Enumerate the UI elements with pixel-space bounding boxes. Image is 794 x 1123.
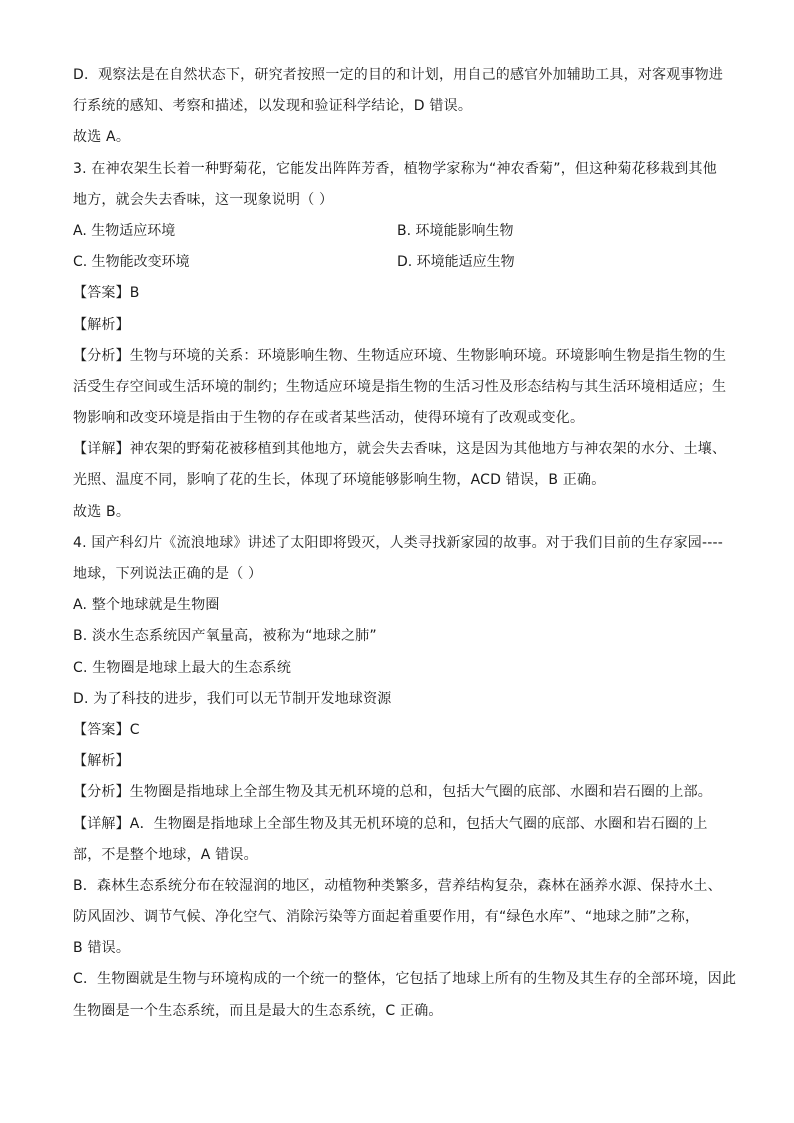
- option-c: C. 生物能改变环境: [73, 254, 190, 271]
- option-b: B. 环境能影响生物: [397, 222, 514, 239]
- analysis-label: 【解析】: [73, 316, 130, 333]
- analysis-line: C．生物圈就是生物与环境构成的一个统一的整体，它包括了地球上所有的生物及其生存的全部环境，因此: [73, 971, 737, 988]
- document-page: [73, 60, 737, 1027]
- question-3-options-row: [73, 216, 723, 247]
- option-c: C. 生物圈是地球上最大的生态系统: [73, 659, 292, 676]
- answer-label: 【答案】B: [73, 285, 140, 302]
- analysis-line: B．森林生态系统分布在较湿润的地区，动植物种类繁多，营养结构复杂，森林在涵养水源、保持水土、: [73, 877, 722, 894]
- option-d: D. 为了科技的进步，我们可以无节制开发地球资源: [73, 690, 392, 707]
- analysis-line: 部，不是整个地球，A 错误。: [73, 846, 258, 863]
- analysis-line: 活受生存空间或生活环境的制约；生物适应环境是指生物的生活习性及形态结构与其生活环境相适应；生: [73, 378, 727, 395]
- analysis-line: 【详解】神农架的野菊花被移植到其他地方，就会失去香味，这是因为其他地方与神农架的水分、土壤、: [73, 441, 727, 458]
- analysis-line: 生物圈是一个生态系统，而且是最大的生态系统，C 正确。: [73, 1002, 443, 1019]
- answer-label: 【答案】C: [73, 721, 140, 738]
- text-line: 故选 A。: [73, 129, 131, 146]
- analysis-line: B 错误。: [73, 940, 131, 957]
- question-3-stem: 3. 在神农架生长着一种野菊花，它能发出阵阵芳香，植物学家称为“神农香菊”，但这种菊花移栽到其他: [73, 160, 717, 177]
- analysis-line: 【分析】生物与环境的关系：环境影响生物、生物适应环境、生物影响环境。环境影响生物是指生物的生: [73, 347, 727, 364]
- analysis-label: 【解析】: [73, 753, 130, 770]
- question-3-stem: 地方，就会失去香味，这一现象说明（ ）: [73, 191, 334, 208]
- question-3-options-row: [73, 247, 723, 278]
- text-line: D．观察法是在自然状态下，研究者按照一定的目的和计划，用自己的感官外加辅助工具，对客观事物进: [73, 67, 723, 83]
- option-a: A. 整个地球就是生物圈: [73, 597, 220, 614]
- option-b: B. 淡水生态系统因产氧量高，被称为“地球之肺”: [73, 628, 377, 645]
- question-4-stem: 地球，下列说法正确的是（ ）: [73, 566, 263, 582]
- option-a: A. 生物适应环境: [73, 222, 176, 239]
- question-4-stem: 4. 国产科幻片《流浪地球》讲述了太阳即将毁灭，人类寻找新家园的故事。对于我们目前的生存家园----: [73, 534, 724, 551]
- analysis-line: 物影响和改变环境是指由于生物的存在或者某些活动，使得环境有了改观或变化。: [73, 410, 585, 427]
- option-d: D. 环境能适应生物: [397, 254, 515, 271]
- analysis-line: 光照、温度不同，影响了花的生长，体现了环境能够影响生物，ACD 错误，B 正确。: [73, 472, 606, 489]
- analysis-line: 【详解】A．生物圈是指地球上全部生物及其无机环境的总和，包括大气圈的底部、水圈和岩石圈的上: [73, 815, 708, 832]
- analysis-line: 防风固沙、调节气候、净化空气、消除污染等方面起着重要作用，有“绿色水库”、“地球之肺”之称，: [73, 909, 700, 926]
- analysis-line: 故选 B。: [73, 503, 131, 520]
- text-line: 行系统的感知、考察和描述，以发现和验证科学结论，D 错误。: [73, 98, 473, 115]
- analysis-line: 【分析】生物圈是指地球上全部生物及其无机环境的总和，包括大气圈的底部、水圈和岩石圈的上部。: [73, 784, 712, 801]
